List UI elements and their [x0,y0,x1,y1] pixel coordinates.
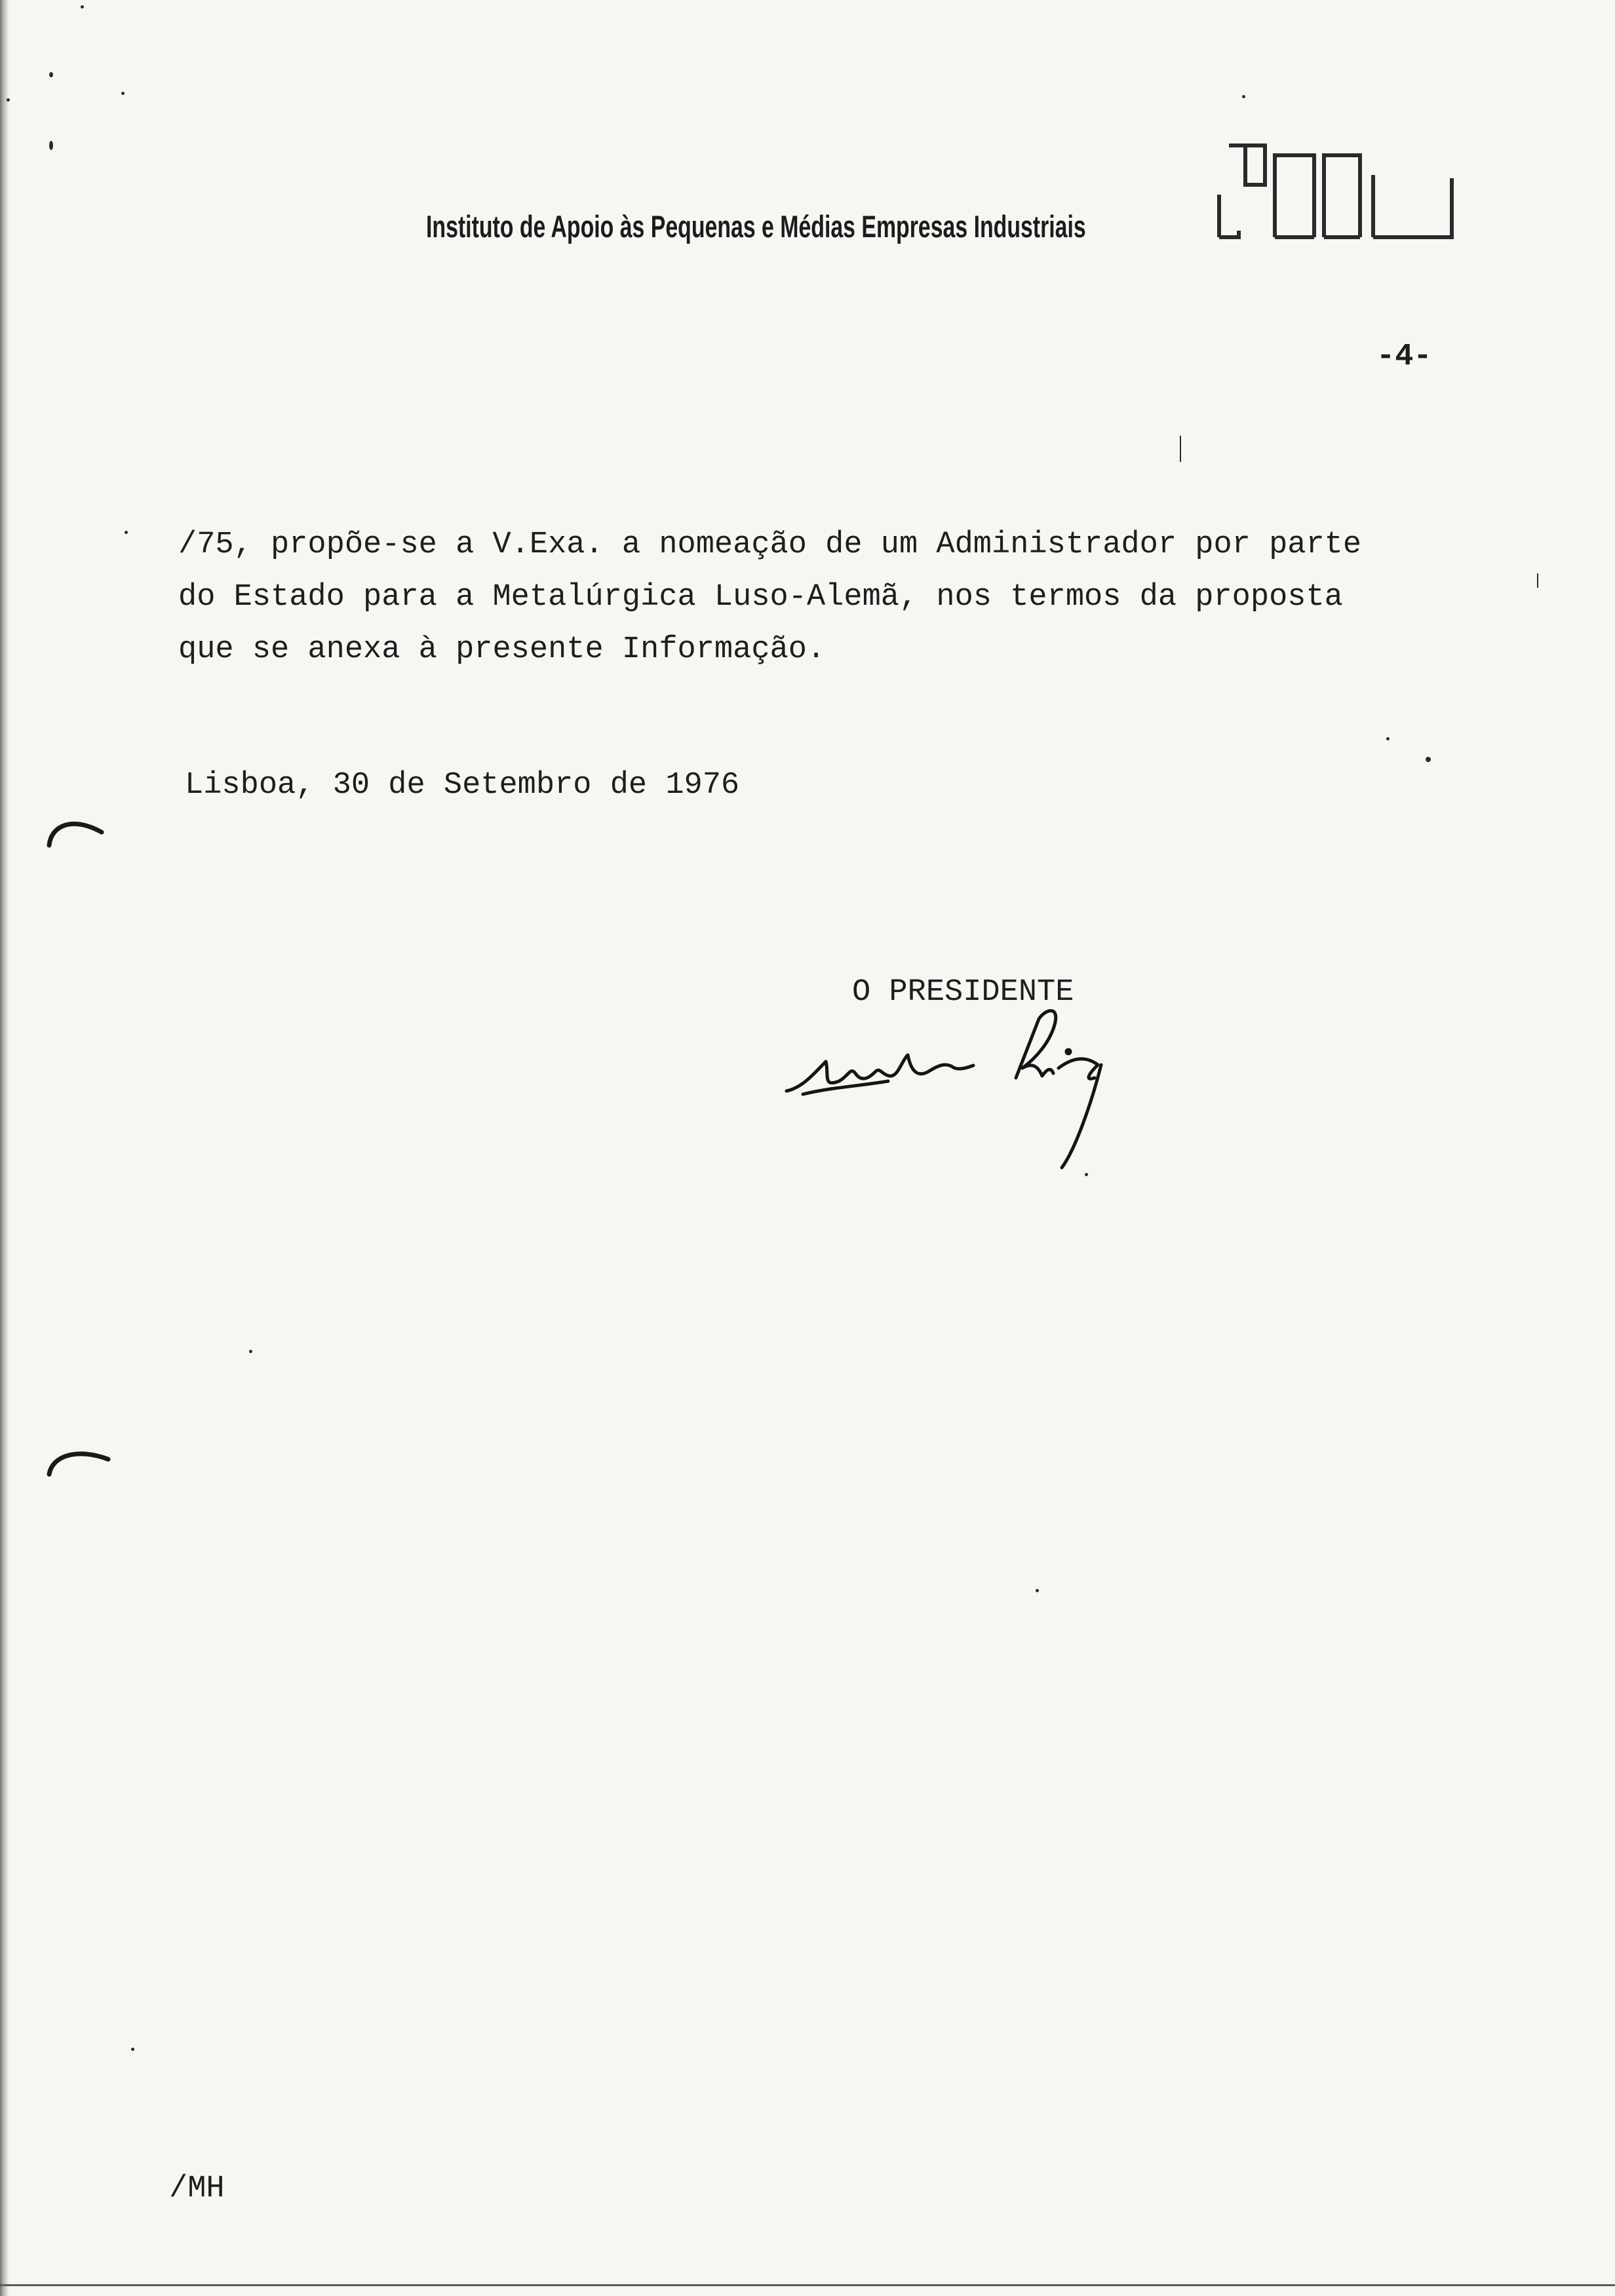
body-line: do Estado para a Metalúrgica Luso-Alemã, nos termos da proposta [178,580,1343,615]
typist-initials: /MH [169,2172,225,2206]
scan-speck [1242,95,1245,98]
scan-speck [49,72,53,77]
scan-speck [49,141,53,150]
place-and-date: Lisboa, 30 de Setembro de 1976 [185,768,740,803]
body-line: /75, propõe-se a V.Exa. a nomeação de um Administrador por parte [178,527,1362,562]
scan-speck [81,5,84,9]
scan-speck [121,92,125,95]
institution-logo [1216,139,1458,240]
scan-speck [125,531,128,534]
scan-speck [7,98,10,102]
scan-speck [1386,737,1390,740]
signatory-role: O PRESIDENTE [852,975,1074,1010]
scan-speck [1537,573,1538,588]
handwritten-signature [777,989,1183,1186]
punch-hole-mark [46,809,105,849]
body-paragraph [178,519,1361,676]
scan-left-edge [0,0,9,2296]
scan-speck [1426,757,1431,762]
scan-speck [1180,436,1181,462]
institution-name: Instituto de Apoio às Pequenas e Médias Empresas Industriais [426,209,1086,244]
scan-speck [131,2048,134,2051]
scan-bottom-edge [0,2284,1615,2286]
body-line: que se anexa à presente Informação. [178,632,826,667]
scan-speck [1036,1589,1039,1592]
scan-speck [249,1350,252,1353]
punch-hole-mark [46,1438,111,1478]
scan-speck [1085,1173,1088,1176]
page-number: -4- [1376,339,1432,374]
